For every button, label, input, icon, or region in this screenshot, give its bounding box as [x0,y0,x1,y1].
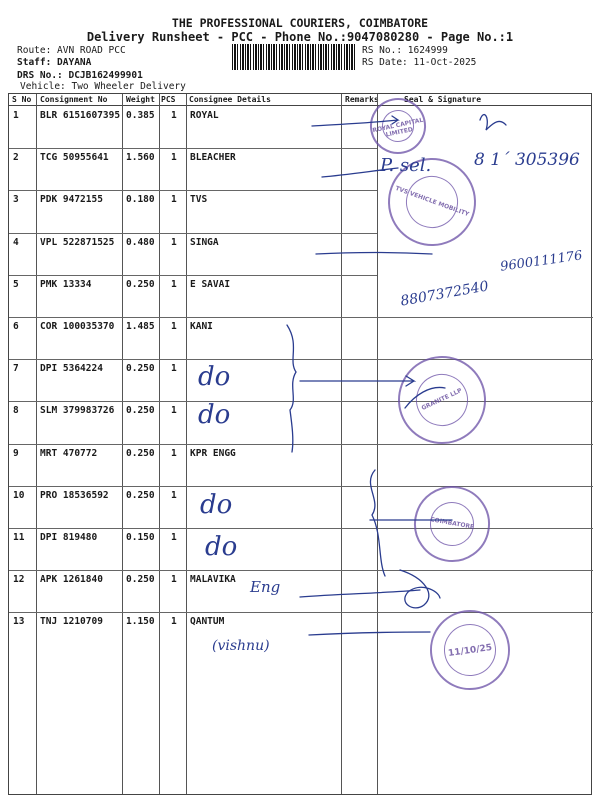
col-weight: Weight [126,95,155,104]
row2-phone: 8 1´ 305396 [474,150,580,170]
row-sno: 10 [13,489,25,501]
row-weight: 1.485 [126,321,155,332]
row-sno: 9 [13,447,19,459]
row-consignee: MALAVIKA [190,574,236,586]
row-weight: 0.250 [126,447,155,459]
row2-signature: P. sel. [380,155,432,176]
row-pcs: 1 [171,532,177,543]
row-weight: 1.560 [126,152,155,164]
col-consignee: Consignee Details [189,95,271,104]
row-weight: 0.150 [126,532,155,543]
row-sno: 13 [13,616,25,628]
row-weight: 0.385 [126,110,155,121]
row-consignment: APK 1261840 [40,574,103,586]
row-weight: 0.250 [126,278,155,290]
rs-date: RS Date: 11-Oct-2025 [362,57,477,68]
row7-ditto: do [198,362,231,392]
row-weight: 0.250 [126,489,155,501]
row-consignment: TCG 50955641 [40,152,109,164]
row-consignee: BLEACHER [190,152,236,164]
row-consignment: VPL 522871525 [40,236,115,248]
vehicle-label: Vehicle: Two Wheeler Delivery [20,81,186,92]
row12-engg: Eng [250,578,281,596]
row-sno: 1 [13,110,19,121]
row-consignee: ROYAL [190,110,219,121]
row-consignment: DPI 5364224 [40,363,103,375]
row-weight: 1.150 [126,616,155,628]
row-consignee: QANTUM [190,616,225,628]
row-weight: 0.250 [126,405,155,417]
row-consignee: KANI [190,321,213,332]
royal-stamp: ROYAL CAPITAL LIMITED [365,93,431,159]
row-consignment: MRT 470772 [40,447,98,459]
row-consignment: TNJ 1210709 [40,616,103,628]
row-consignment: BLR 6151607395 [40,110,121,121]
row10-ditto: do [200,490,233,520]
row-pcs: 1 [171,616,177,628]
coimbatore-stamp: COIMBATORE [408,480,496,568]
row-weight: 0.180 [126,194,155,206]
col-seal: Seal & Signature [404,95,482,104]
row-pcs: 1 [171,363,177,375]
runsheet-subtitle: Delivery Runsheet - PCC - Phone No.:9047080280 - Page No.:1 [86,30,514,44]
row-pcs: 1 [171,236,177,248]
row-sno: 2 [13,152,19,164]
row-weight: 0.250 [126,574,155,586]
row13-name: (vishnu) [212,638,270,654]
row-consignment: PDK 9472155 [40,194,103,206]
row-sno: 12 [13,574,25,586]
col-sno: S No [12,95,32,104]
row-sno: 4 [13,236,19,248]
row4-phone: 9600111176 [499,248,584,275]
row-sno: 8 [13,405,19,417]
rs-number: RS No.: 1624999 [362,45,448,56]
col-remarks: Remarks [345,95,379,104]
row-consignment: COR 100035370 [40,321,115,332]
tvs-stamp: TVS VEHICLE MOBILITY [376,146,489,259]
row-sno: 6 [13,321,19,332]
row-pcs: 1 [171,447,177,459]
row-pcs: 1 [171,194,177,206]
row-pcs: 1 [171,278,177,290]
row-pcs: 1 [171,321,177,332]
row-consignee: KPR ENGG [190,447,236,459]
row-consignee: SINGA [190,236,219,248]
row-consignment: PMK 13334 [40,278,92,290]
row-pcs: 1 [171,110,177,121]
row-pcs: 1 [171,574,177,586]
row-sno: 5 [13,278,19,290]
granite-stamp: GRANITE LLP [384,342,501,459]
col-pcs: PCS [161,95,176,104]
row-weight: 0.250 [126,363,155,375]
route-label: Route: AVN ROAD PCC [17,45,126,56]
row-sno: 3 [13,194,19,206]
drs-number: DRS No.: DCJB162499901 [17,70,143,81]
row-consignment: PRO 18536592 [40,489,109,501]
row-consignee: TVS [190,194,208,206]
row-pcs: 1 [171,405,177,417]
row-pcs: 1 [171,489,177,501]
row-weight: 0.480 [126,236,155,248]
row-pcs: 1 [171,152,177,164]
row5-phone: 8807372540 [399,278,490,310]
row-sno: 11 [13,532,25,543]
col-consignment: Consignment No [40,95,108,104]
company-title: THE PROFESSIONAL COURIERS, COIMBATORE [171,16,429,30]
row-sno: 7 [13,363,19,375]
row-consignee: E SAVAI [190,278,231,290]
row11-ditto: do [205,532,238,562]
row-consignment: SLM 379983726 [40,405,115,417]
row-consignment: DPI 819480 [40,532,98,543]
date-stamp: 11/10/25 [425,605,515,695]
staff-label: Staff: DAYANA [17,57,92,68]
row8-ditto: do [198,400,231,430]
